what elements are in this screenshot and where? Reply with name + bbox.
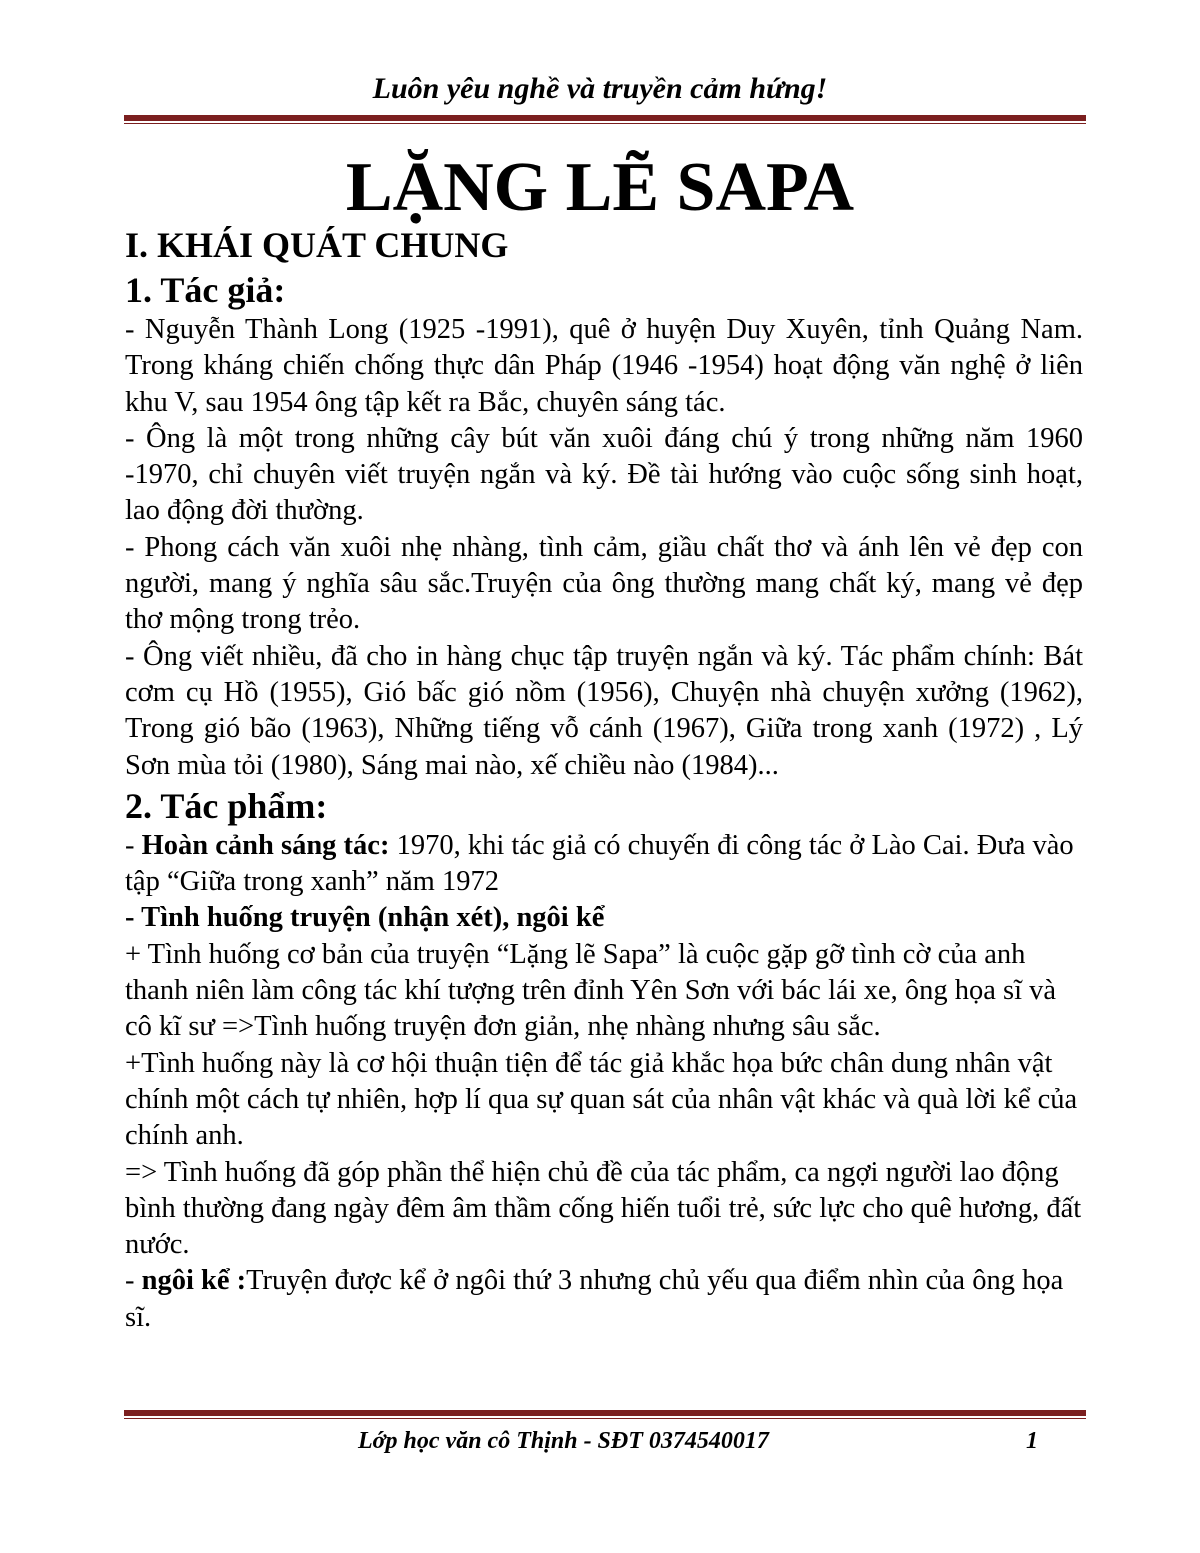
author-paragraph-2: - Ông là một trong những cây bút văn xuôi đáng chú ý trong những năm 1960 -1970, chỉ chuyên viết truyện ngắn và ký. Đề tài hướng vào cuộc sống sinh hoạt, lao động đời thường. (125, 422, 1083, 527)
situation-paragraph-3: => Tình huống đã góp phần thể hiện chủ đề của tác phẩm, ca ngợi người lao động bình thường đang ngày đêm âm thầm cống hiến tuổi trẻ, sức lực cho quê hương, đất nước. (125, 1156, 1082, 1261)
page-footer: Lớp học văn cô Thịnh - SĐT 0374540017 (358, 1428, 769, 1454)
author-paragraph-3: - Phong cách văn xuôi nhẹ nhàng, tình cảm, giầu chất thơ và ánh lên vẻ đẹp con người, mang ý nghĩa sâu sắc.Truyện của ông thường mang chất ký, mang vẻ đẹp thơ mộng trong trẻo. (125, 531, 1083, 636)
narration-paragraph (125, 1263, 1083, 1336)
work-heading: 2. Tác phẩm: (125, 785, 328, 826)
narration-text: Truyện được kể ở ngôi thứ 3 nhưng chủ yếu qua điểm nhìn của ông họa sĩ. (125, 1265, 1064, 1333)
narration-prefix: - (125, 1265, 142, 1297)
document-body (125, 222, 1083, 1336)
context-prefix: - (125, 829, 142, 861)
footer-rule-thin (124, 1418, 1086, 1419)
document-title: LẶNG LẼ SAPA (345, 149, 855, 226)
author-paragraph-4: - Ông viết nhiều, đã cho in hàng chục tập truyện ngắn và ký. Tác phẩm chính: Bát cơm cụ Hồ (1955), Gió bấc gió nồm (1956), Chuyện nhà chuyện xưởng (1962), Trong gió bão (1963), Những tiếng vỗ cánh (1967), Giữa trong xanh (1972) , Lý Sơn mùa tỏi (1980), Sáng mai nào, xế chiều nào (1984)... (125, 640, 1083, 781)
context-text: 1970, khi tác giả có chuyến đi công tác ở Lào Cai. Đưa vào tập “Giữa trong xanh” năm 1972 (125, 829, 1074, 898)
header-rule-thin (124, 123, 1086, 124)
context-paragraph (125, 828, 1083, 901)
author-paragraph-1: - Nguyễn Thành Long (1925 -1991), quê ở huyện Duy Xuyên, tỉnh Quảng Nam. Trong kháng chiến chống thực dân Pháp (1946 -1954) hoạt động văn nghệ ở liên khu V, sau 1954 ông tập kết ra Bắc, chuyên sáng tác. (125, 314, 1083, 418)
situation-paragraph-1: + Tình huống cơ bản của truyện “Lặng lẽ Sapa” là cuộc gặp gỡ tình cờ của anh thanh niên làm công tác khí tượng trên đỉnh Yên Sơn với bác lái xe, ông họa sĩ và cô kĩ sư =>Tình huống truyện đơn giản, nhẹ nhàng nhưng sâu sắc. (125, 938, 1057, 1043)
page-number: 1 (1026, 1428, 1038, 1454)
narration-label: ngôi kể : (141, 1265, 247, 1297)
author-heading: 1. Tác giả: (125, 270, 286, 310)
section-heading: I. KHÁI QUÁT CHUNG (125, 225, 509, 265)
footer-rule-thick (124, 1410, 1086, 1416)
situation-heading: - Tình huống truyện (nhận xét), ngôi kể (125, 902, 605, 934)
context-label: Hoàn cảnh sáng tác: (141, 829, 390, 861)
situation-paragraph-2: +Tình huống này là cơ hội thuận tiện để tác giả khắc họa bức chân dung nhân vật chính một cách tự nhiên, hợp lí qua sự quan sát của nhân vật khác và quà lời kể của chính anh. (125, 1047, 1078, 1152)
header-rule-thick (124, 115, 1086, 121)
page-header: Luôn yêu nghề và truyền cảm hứng! (372, 72, 828, 105)
